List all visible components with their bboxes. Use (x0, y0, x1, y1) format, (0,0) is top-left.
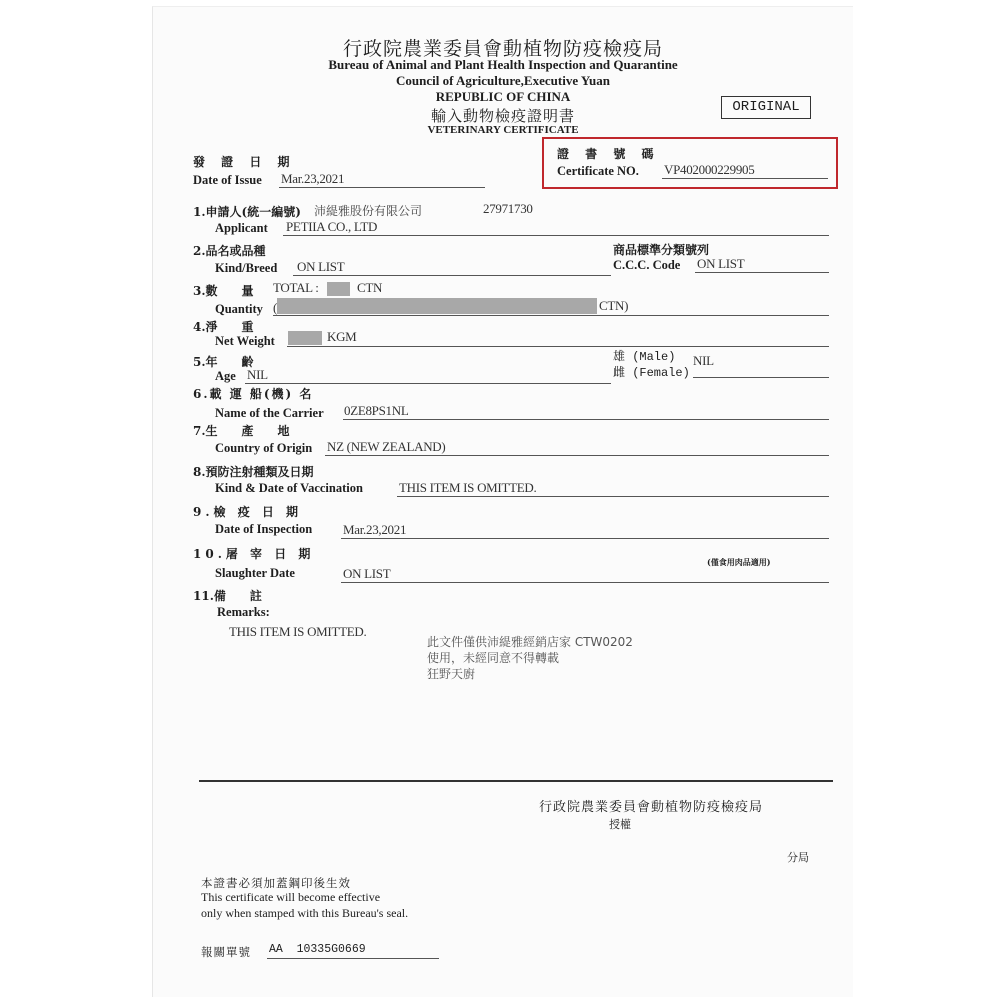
council-name: Council of Agriculture,Executive Yuan (395, 73, 611, 88)
inspection-label-zh: 9.檢 疫 日 期 (193, 505, 303, 519)
applicant-label-en: Applicant (215, 221, 268, 235)
notice-zh: 本證書必須加蓋鋼印後生效 (201, 876, 351, 890)
certificate-label-zh: 證 書 號 碼 (557, 147, 660, 161)
quantity-detail-prefix: ( (273, 300, 278, 315)
kind-label-en: Kind/Breed (215, 261, 278, 275)
net-weight-label-en: Net Weight (215, 334, 275, 348)
watermark-line-2: 使用，未經同意不得轉載 (427, 651, 560, 665)
certificate-number-box (542, 137, 838, 189)
female-label: 雌 (Female) (613, 366, 690, 380)
applicant-tax-id: 27971730 (483, 201, 533, 216)
origin-value: NZ (NEW ZEALAND) (327, 439, 446, 454)
ccc-label-en: C.C.C. Code (613, 258, 681, 272)
certificate-label-en: Certificate NO. (557, 164, 639, 178)
quantity-total-prefix: TOTAL : (273, 280, 319, 295)
remarks-label-zh: 11.備 註 (193, 589, 262, 603)
doc-title-en: VETERINARY CERTIFICATE (427, 124, 579, 136)
certificate-page (152, 6, 853, 997)
watermark-line-3: 狂野天廚 (427, 667, 476, 681)
country-name: REPUBLIC OF CHINA (435, 89, 571, 104)
quantity-label-zh: 3.數 量 (193, 284, 254, 298)
applicant-name-zh: 沛緹雅股份有限公司 (314, 204, 423, 218)
original-stamp: ORIGINAL (721, 96, 811, 119)
issue-date-value: Mar.23,2021 (281, 171, 345, 186)
redacted-total (327, 282, 350, 296)
male-label: 雄 (Male) (613, 350, 676, 364)
footer-divider (199, 780, 833, 782)
origin-label-en: Country of Origin (215, 441, 313, 455)
authorized-zh: 授權 (609, 818, 631, 831)
vaccination-label-zh: 8.預防注射種類及日期 (193, 465, 314, 479)
carrier-value: 0ZE8PS1NL (344, 403, 409, 418)
inspection-value: Mar.23,2021 (343, 522, 407, 537)
authority-zh: 行政院農業委員會動植物防疫檢疫局 (539, 800, 764, 815)
certificate-number-value: VP402000229905 (664, 162, 755, 177)
applicant-value: PETIIA CO., LTD (286, 219, 378, 234)
ccc-label-zh: 商品標準分類號列 (613, 243, 710, 257)
slaughter-label-en: Slaughter Date (215, 566, 295, 580)
age-value: NIL (247, 367, 268, 382)
vaccination-label-en: Kind & Date of Vaccination (215, 481, 363, 495)
customs-value: AA 10335G0669 (269, 943, 366, 956)
customs-label-zh: 報關單號 (201, 945, 251, 959)
ccc-value: ON LIST (697, 256, 745, 271)
quantity-total-unit: CTN (357, 280, 383, 295)
carrier-label-en: Name of the Carrier (215, 406, 324, 420)
watermark-line-1: 此文件僅供沛緹雅經銷店家 CTW0202 (427, 635, 633, 649)
sex-value: NIL (693, 353, 714, 368)
vaccination-value: THIS ITEM IS OMITTED. (399, 480, 537, 495)
quantity-detail-suffix: CTN) (599, 298, 629, 313)
redacted-net-weight (288, 331, 322, 345)
net-weight-label-zh: 4.淨 重 (193, 320, 254, 334)
slaughter-label-zh: 10.屠 宰 日 期 (193, 547, 315, 561)
issue-date-label-zh: 發 證 日 期 (193, 155, 296, 169)
kind-label-zh: 2.品名或品種 (193, 244, 266, 258)
branch-zh: 分局 (787, 851, 809, 864)
quantity-label-en: Quantity (215, 302, 263, 316)
agency-title-en: Bureau of Animal and Plant Health Inspection and Quarantine (328, 57, 678, 72)
inspection-label-en: Date of Inspection (215, 522, 313, 536)
notice-en-line-2: only when stamped with this Bureau's seal. (201, 906, 409, 920)
net-weight-unit: KGM (327, 329, 357, 344)
notice-en-line-1: This certificate will become effective (201, 890, 381, 904)
remarks-value: THIS ITEM IS OMITTED. (229, 624, 367, 639)
kind-value: ON LIST (297, 259, 345, 274)
carrier-label-zh: 6.載 運 船(機) 名 (193, 387, 314, 401)
applicant-label-zh: 1.申請人(統一編號) (193, 205, 301, 219)
age-label-en: Age (215, 369, 236, 383)
doc-title-zh: 輸入動物檢疫證明書 (430, 107, 575, 125)
slaughter-value: ON LIST (343, 566, 391, 581)
issue-date-label-en: Date of Issue (193, 173, 262, 187)
redacted-quantity-detail (277, 298, 597, 314)
origin-label-zh: 7.生 產 地 (193, 424, 290, 438)
slaughter-note: (僅食用肉品適用) (707, 557, 771, 567)
remarks-label-en: Remarks: (217, 605, 270, 619)
agency-title-zh: 行政院農業委員會動植物防疫檢疫局 (342, 38, 663, 60)
age-label-zh: 5.年 齡 (193, 355, 254, 369)
